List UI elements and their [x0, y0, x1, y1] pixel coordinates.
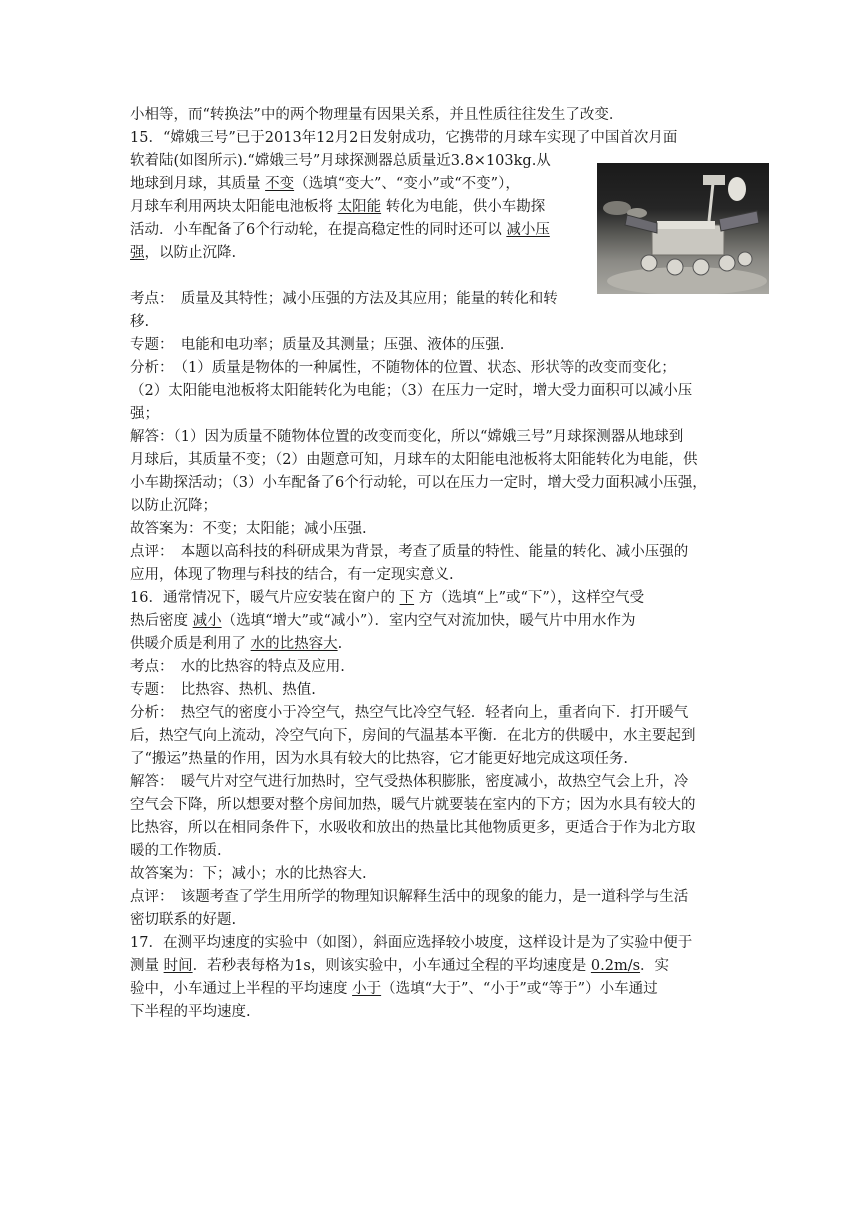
text-line [130, 449, 740, 472]
text-segment: 考点： 质量及其特性；减小压强的方法及其应用；能量的转化和转 [130, 291, 558, 307]
text-line [130, 863, 740, 886]
text-line [130, 932, 740, 955]
text-segment: 下半程的平均速度. [130, 1004, 251, 1020]
text-segment: 以防止沉降； [130, 498, 217, 514]
text-segment: 月球后，其质量不变；（2）由题意可知，月球车的太阳能电池板将太阳能转化为电能，供 [130, 452, 698, 468]
text-segment: 解答：（1）因为质量不随物体位置的改变而变化，所以“嫦娥三号”月球探测器从地球到 [130, 429, 684, 445]
text-segment: 后，热空气向上流动，冷空气向下，房间的气温基本平衡．在北方的供暖中，水主要起到 [130, 728, 696, 744]
text-segment: 比热容，所以在相同条件下，水吸收和放出的热量比其他物质更多，更适合于作为北方取 [130, 820, 696, 836]
text-segment: 暖的工作物质. [130, 843, 222, 859]
text-line [130, 771, 740, 794]
text-line [130, 1001, 740, 1024]
text-segment: 方（选填“上”或“下”），这样空气受 [414, 590, 645, 606]
text-segment: 考点： 水的比热容的特点及应用. [130, 659, 345, 675]
text-line [130, 403, 740, 426]
text-line [130, 357, 740, 380]
text-line [130, 334, 740, 357]
text-segment: 15．“嫦娥三号”已于2013年12月2日发射成功，它携带的月球车实现了中国首次月面 [130, 130, 678, 146]
text-segment: 移. [130, 314, 150, 330]
text-segment: ．实 [640, 958, 670, 974]
answer-blank: 0.2m/s [590, 958, 641, 974]
text-segment: 供暖介质是利用了 [130, 636, 251, 652]
text-line [130, 702, 740, 725]
text-line [130, 978, 740, 1001]
answer-blank: 下 [399, 590, 415, 606]
text-line [130, 541, 740, 564]
text-segment: 软着陆(如图所示).“嫦娥三号”月球探测器总质量近3.8×103kg.从 [130, 153, 551, 169]
text-segment: （选填“大于”、“小于”或“等于”）小车通过 [381, 981, 658, 997]
text-segment: （2）太阳能电池板将太阳能转化为电能；（3）在压力一定时，增大受力面积可以减小压 [130, 383, 693, 399]
text-line [130, 610, 740, 633]
answer-blank: 减小 [192, 613, 222, 629]
text-segment: 点评： 本题以高科技的科研成果为背景，考查了质量的特性、能量的转化、减小压强的 [130, 544, 689, 560]
text-segment: 地球到月球，其质量 [130, 176, 266, 192]
text-line [130, 380, 740, 403]
text-segment: 强； [130, 406, 159, 422]
text-segment: 小车勘探活动；（3）小车配备了6个行动轮，可以在压力一定时，增大受力面积减小压强， [130, 475, 707, 491]
text-segment: 点评： 该题考查了学生用所学的物理知识解释生活中的现象的能力，是一道科学与生活 [130, 889, 689, 905]
answer-blank: 减小压 [506, 222, 550, 238]
text-segment: 17．在测平均速度的实验中（如图），斜面应选择较小坡度，这样设计是为了实验中便于 [130, 935, 693, 951]
text-segment: 月球车利用两块太阳能电池板将 [130, 199, 338, 215]
text-line [130, 633, 740, 656]
text-line [130, 748, 740, 771]
text-segment: 专题： 电能和电功率；质量及其测量；压强、液体的压强. [130, 337, 505, 353]
text-line [130, 817, 740, 840]
text-line [130, 104, 740, 127]
answer-blank: 水的比热容大 [250, 636, 338, 652]
text-segment: 热后密度 [130, 613, 193, 629]
text-line [130, 426, 740, 449]
text-line [130, 518, 740, 541]
text-line [130, 679, 740, 702]
text-line [130, 794, 740, 817]
text-segment: （选填“增大”或“减小”）．室内空气对流加快，暖气片中用水作为 [221, 613, 636, 629]
text-segment: ，以防止沉降. [144, 245, 237, 261]
text-segment: ．若秒表每格为1s，则该实验中，小车通过全程的平均速度是 [192, 958, 591, 974]
text-segment: 小相等，而“转换法”中的两个物理量有因果关系，并且性质往往发生了改变． [130, 107, 624, 123]
text-line [130, 840, 740, 863]
text-segment: 故答案为：不变；太阳能；减小压强. [130, 521, 367, 537]
answer-blank: 强 [130, 245, 145, 261]
text-segment: 测量 [130, 958, 164, 974]
text-line [130, 587, 740, 610]
text-segment: 转化为电能，供小车勘探 [381, 199, 546, 215]
answer-blank: 不变 [265, 176, 295, 192]
text-segment: 应用，体现了物理与科技的结合，有一定现实意义. [130, 567, 454, 583]
text-line [130, 909, 740, 932]
text-line [130, 656, 740, 679]
text-segment: 解答： 暖气片对空气进行加热时，空气受热体积膨胀，密度减小，故热空气会上升，冷 [130, 774, 689, 790]
text-line [130, 564, 740, 587]
text-segment: 密切联系的好题. [130, 912, 237, 928]
text-line [130, 311, 740, 334]
text-segment: 16．通常情况下，暖气片应安装在窗户的 [130, 590, 400, 606]
answer-blank: 小于 [352, 981, 382, 997]
text-segment: 分析： （1）质量是物体的一种属性，不随物体的位置、状态、形状等的改变而变化； [130, 360, 676, 376]
text-line [130, 886, 740, 909]
text-segment: 故答案为：下；减小；水的比热容大. [130, 866, 367, 882]
answer-blank: 时间 [163, 958, 193, 974]
text-segment: 活动．小车配备了6个行动轮，在提高稳定性的同时还可以 [130, 222, 507, 238]
text-segment: 专题： 比热容、热机、热值. [130, 682, 316, 698]
text-segment: 了“搬运”热量的作用，因为水具有较大的比热容，它才能更好地完成这项任务. [130, 751, 628, 767]
lunar-rover-photo [597, 163, 769, 294]
text-line [130, 127, 740, 150]
text-line [130, 955, 740, 978]
text-line [130, 472, 740, 495]
text-segment: 验中，小车通过上半程的平均速度 [130, 981, 353, 997]
text-segment: . [337, 636, 343, 652]
answer-blank: 太阳能 [337, 199, 382, 215]
text-line [130, 495, 740, 518]
text-segment: 分析： 热空气的密度小于冷空气，热空气比冷空气轻．轻者向上，重者向下．打开暖气 [130, 705, 689, 721]
text-segment: 空气会下降，所以想要对整个房间加热，暖气片就要装在室内的下方；因为水具有较大的 [130, 797, 696, 813]
text-segment: （选填“变大”、“变小”或“不变”）， [294, 176, 520, 192]
text-line [130, 725, 740, 748]
